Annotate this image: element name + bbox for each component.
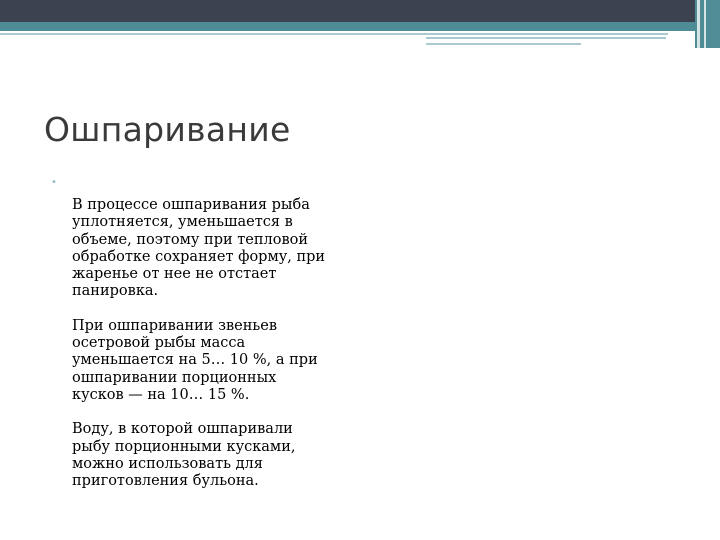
body-paragraph: В процессе ошпаривания рыба уплотняется, уменьшается в объеме, поэтому при тепловой обработке сохраняет форму, при жаренье от нее не отстает панировка.: [72, 197, 326, 300]
slide-body: [72, 197, 372, 507]
header-corner-stripe: [697, 0, 700, 48]
slide-title: Ошпаривание: [44, 110, 291, 149]
header-teal-band: [0, 22, 695, 31]
bullet-icon: •: [51, 177, 57, 188]
header-dark-band: [0, 0, 720, 22]
body-paragraph: Воду, в которой ошпаривали рыбу порционными кусками, можно использовать для приготовления бульона.: [72, 421, 296, 490]
header-accent-line: [426, 37, 666, 39]
body-paragraph: При ошпаривании звеньев осетровой рыбы масса уменьшается на 5… 10 %, а при ошпаривании порционных кусков — на 10… 15 %.: [72, 317, 318, 403]
header-accent-line: [0, 33, 668, 35]
header-accent-line: [426, 43, 581, 45]
header-corner-stripe: [704, 0, 706, 48]
